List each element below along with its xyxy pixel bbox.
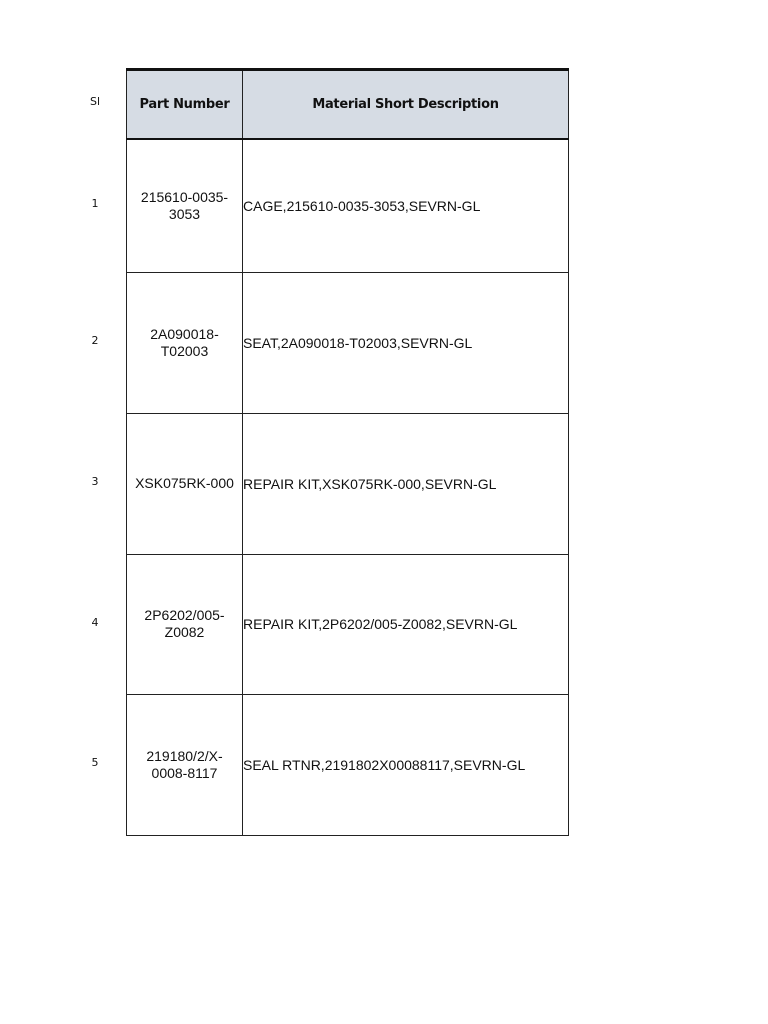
table-row: [127, 694, 569, 835]
part-number-cell: [127, 554, 243, 694]
serial-number: 3: [91, 475, 99, 488]
part-number-cell: [127, 139, 243, 272]
table-row: [127, 139, 569, 272]
part-number-line: T02003: [160, 342, 209, 359]
serial-number: 2: [91, 334, 99, 347]
part-number-line: 219180/2/X-: [146, 747, 223, 764]
description-header: Material Short Description: [243, 70, 569, 140]
part-number-line: 215610-0035-: [140, 188, 229, 205]
serial-number: 4: [91, 615, 99, 629]
part-number-line: 2A090018-: [150, 325, 219, 342]
description-cell: SEAL RTNR,2191802X00088117,SEVRN-GL: [243, 694, 569, 835]
description-cell: REPAIR KIT,2P6202/005-Z0082,SEVRN-GL: [243, 554, 569, 694]
part-number-cell: [127, 272, 243, 413]
part-number-header: Part Number: [127, 70, 243, 140]
description-cell: CAGE,215610-0035-3053,SEVRN-GL: [243, 139, 569, 272]
table-row: [127, 554, 569, 694]
description-cell: REPAIR KIT,XSK075RK-000,SEVRN-GL: [243, 413, 569, 554]
table-row: [127, 413, 569, 554]
part-number-cell: [127, 413, 243, 554]
serial-number: 5: [91, 756, 99, 769]
table-header-row: [127, 70, 569, 140]
part-number-line: XSK075RK-000: [135, 475, 234, 491]
serial-number: 1: [91, 197, 99, 210]
serial-header: Sl: [89, 95, 101, 108]
description-cell: SEAT,2A090018-T02003,SEVRN-GL: [243, 272, 569, 413]
part-number-cell: [127, 694, 243, 835]
part-number-line: Z0082: [164, 624, 205, 640]
table-row: [127, 272, 569, 413]
part-number-line: 3053: [168, 205, 201, 222]
part-number-line: 2P6202/005-: [144, 607, 225, 623]
parts-table: [126, 68, 569, 836]
part-number-line: 0008-8117: [151, 764, 218, 781]
